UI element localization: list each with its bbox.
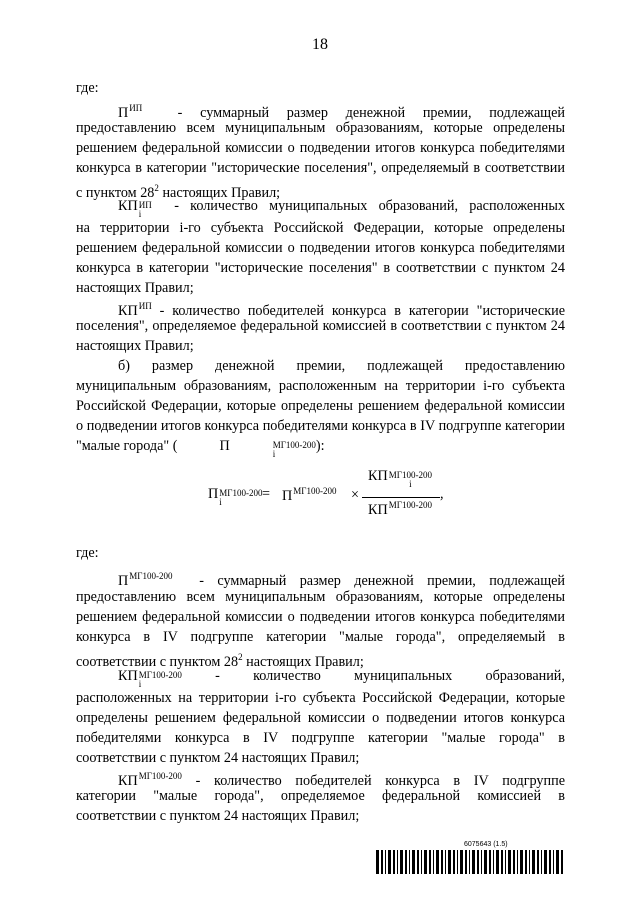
formula-pi-mg: П МГ100-200 i: [208, 486, 263, 507]
symbol-p-mg: $П^{МГ100-200}$: [118, 571, 173, 589]
definition-kp-ip-first-line: $КП^{ИП}$ - количество победителей конкурса в категории "исторические: [76, 296, 565, 321]
formula-denominator-kp-mg: $КП^{МГ100-200}$: [368, 500, 432, 518]
formula-numerator-kpi-mg: КП МГ100-200 i: [368, 468, 432, 489]
symbol-kpi-mg: КП МГ100-200 i: [118, 668, 182, 689]
page-number: 18: [312, 36, 328, 53]
barcode-icon: [376, 850, 565, 874]
where-label-2: где:: [76, 545, 99, 561]
symbol-kp-mg: $КП^{МГ100-200}$: [118, 771, 182, 789]
formula-times: ×: [351, 487, 360, 503]
definition-kpi-mg-first-line: КП МГ100-200 i - количество муниципальных образований,: [118, 668, 565, 689]
formula-fraction-bar: [362, 497, 440, 498]
definition-p-mg-body: предоставлению всем муниципальным образованиям, которые определены решением федеральной комиссии о подведении итогов конкурса победителями конкурса в IV подгруппе категории "малые города", определяемый в соответствии с пунктом $28^2$ настоящих Правил;: [76, 589, 565, 670]
where-label: где:: [76, 80, 99, 96]
definition-kpi-ip-body: на территории i-го субъекта Российской Федерации, которые определены решением федеральной комиссии о подведении итогов конкурса победителями конкурса в категории "исторические поселения" в соответствии с пунктом 24 настоящих Правил;: [76, 220, 565, 296]
definition-kpi-mg-body: расположенных на территории i-го субъекта Российской Федерации, которые определены решением федеральной комиссии о подведении итогов конкурса победителями конкурса в IV подгруппе категории "малые города" в соответствии с пунктом 24 настоящих Правил;: [76, 690, 565, 766]
definition-kp-mg-body: категории "малые города", определяемое федеральной комиссией в соответствии с пунктом 24 настоящих Правил;: [76, 788, 565, 824]
definition-p-ip-first-line: $П^{ИП}$ - суммарный размер денежной премии, подлежащей: [76, 98, 565, 123]
formula-p-mg: $П^{МГ100-200}$: [282, 486, 337, 504]
definition-p-ip-body: предоставлению всем муниципальным образованиям, которые определены решением федеральной комиссии о подведении итогов конкурса победителями конкурса в категории "исторические поселения", определяемый в соответствии с пунктом $28^2$ настоящих Правил;: [76, 120, 565, 201]
definition-kpi-ip-first-line: КП ИП i - количество муниципальных образований, расположенных: [118, 198, 565, 219]
document-code: 6075643 (1.5): [464, 841, 508, 848]
item-b-paragraph: б) размер денежной премии, подлежащей предоставлению муниципальным образованиям, расположенным на территории i-го субъекта Российской Федерации, которые определены решением федеральной комиссии о подведении итогов конкурса победителями конкурса в IV подгруппе категории "малые города" ( П МГ100-200 i ):: [76, 358, 565, 459]
definition-p-mg-first-line: $П^{МГ100-200}$ - суммарный размер денежной премии, подлежащей: [76, 566, 565, 591]
formula-comma: ,: [440, 486, 444, 502]
symbol-kpi-ip: КП ИП i: [118, 198, 152, 219]
definition-kp-mg-first-line: $КП^{МГ100-200}$ - количество победителей конкурса в IV подгруппе: [76, 766, 565, 791]
definition-kp-ip-body: поселения", определяемое федеральной комиссией в соответствии с пунктом 24 настоящих Правил;: [76, 318, 565, 354]
formula: [0, 470, 640, 530]
formula-equals: =: [262, 486, 271, 502]
symbol-kp-ip: $КП^{ИП}$: [118, 301, 152, 319]
symbol-p-ip: $П^{ИП}$: [118, 103, 143, 121]
symbol-pi-mg: П МГ100-200 i: [219, 438, 316, 459]
